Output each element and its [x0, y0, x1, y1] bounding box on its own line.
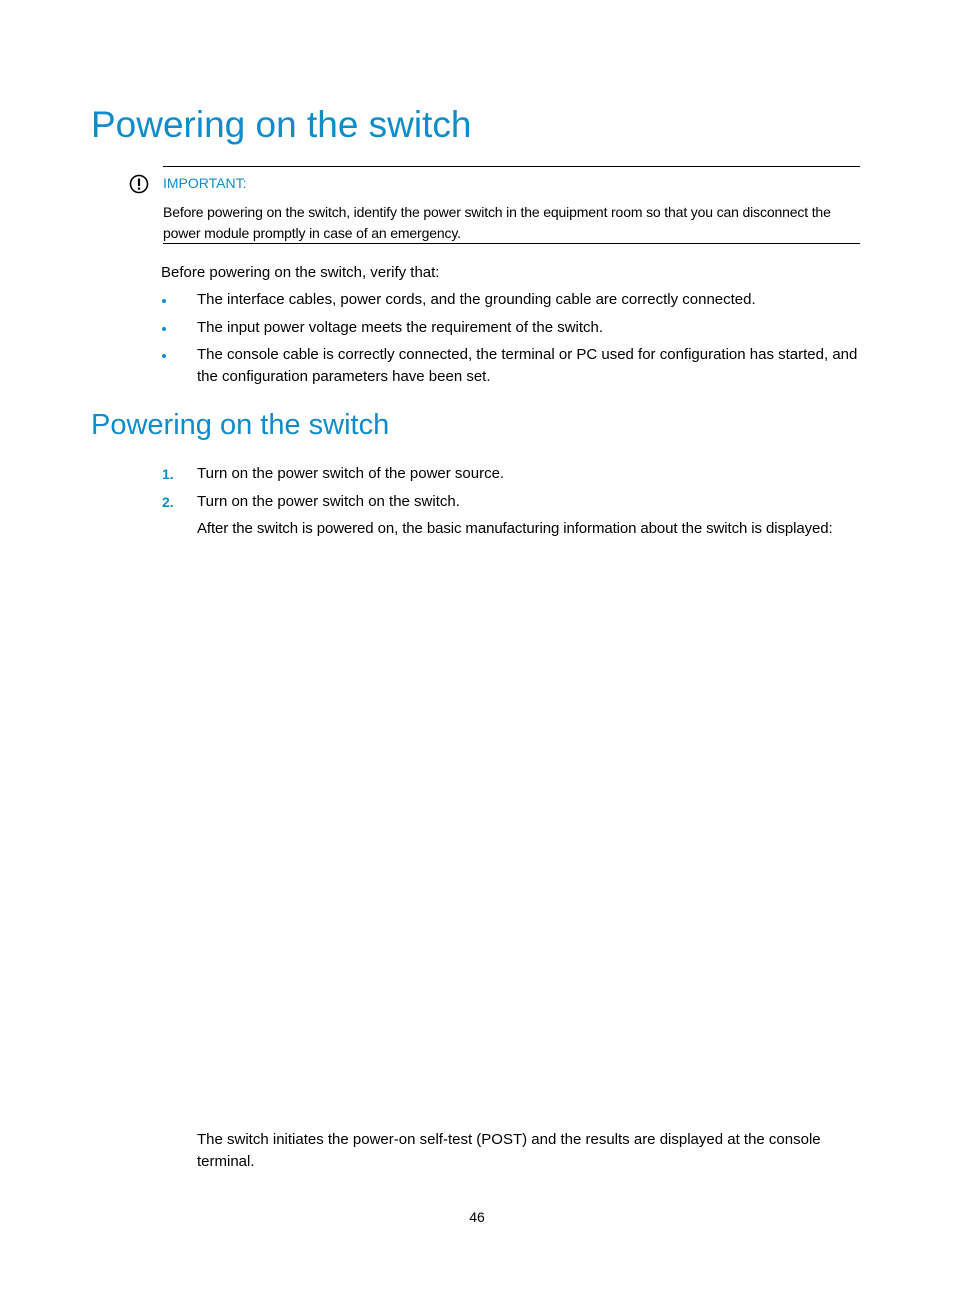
important-label: IMPORTANT:: [163, 175, 247, 191]
checklist-item: The interface cables, power cords, and the grounding cable are correctly connected.: [197, 291, 756, 308]
step-number: 1.: [162, 466, 174, 482]
after-power-on-text: After the switch is powered on, the basic manufacturing information about the switch is displayed:: [197, 520, 833, 537]
important-notice: [163, 166, 860, 244]
exclamation-circle-icon: [129, 174, 149, 194]
step-text: Turn on the power switch on the switch.: [197, 493, 460, 510]
bullet-icon: [162, 354, 166, 358]
section-title: Powering on the switch: [91, 409, 390, 441]
checklist-item: The input power voltage meets the requirement of the switch.: [197, 319, 604, 336]
bullet-icon: [162, 327, 166, 331]
step-text: Turn on the power switch of the power source.: [197, 465, 505, 482]
important-text: Before powering on the switch, identify the power switch in the equipment room so that you can disconnect the power module promptly in case of an emergency.: [163, 204, 831, 241]
intro-text: Before powering on the switch, verify that:: [161, 264, 440, 281]
page-number: 46: [469, 1209, 485, 1225]
post-note-text: The switch initiates the power-on self-test (POST) and the results are displayed at the console terminal.: [197, 1131, 821, 1170]
page-title: Powering on the switch: [91, 104, 472, 145]
checklist-item: The console cable is correctly connected, the terminal or PC used for configuration has started, and the configuration parameters have been set.: [197, 346, 858, 385]
bullet-icon: [162, 299, 166, 303]
step-number: 2.: [162, 494, 174, 510]
